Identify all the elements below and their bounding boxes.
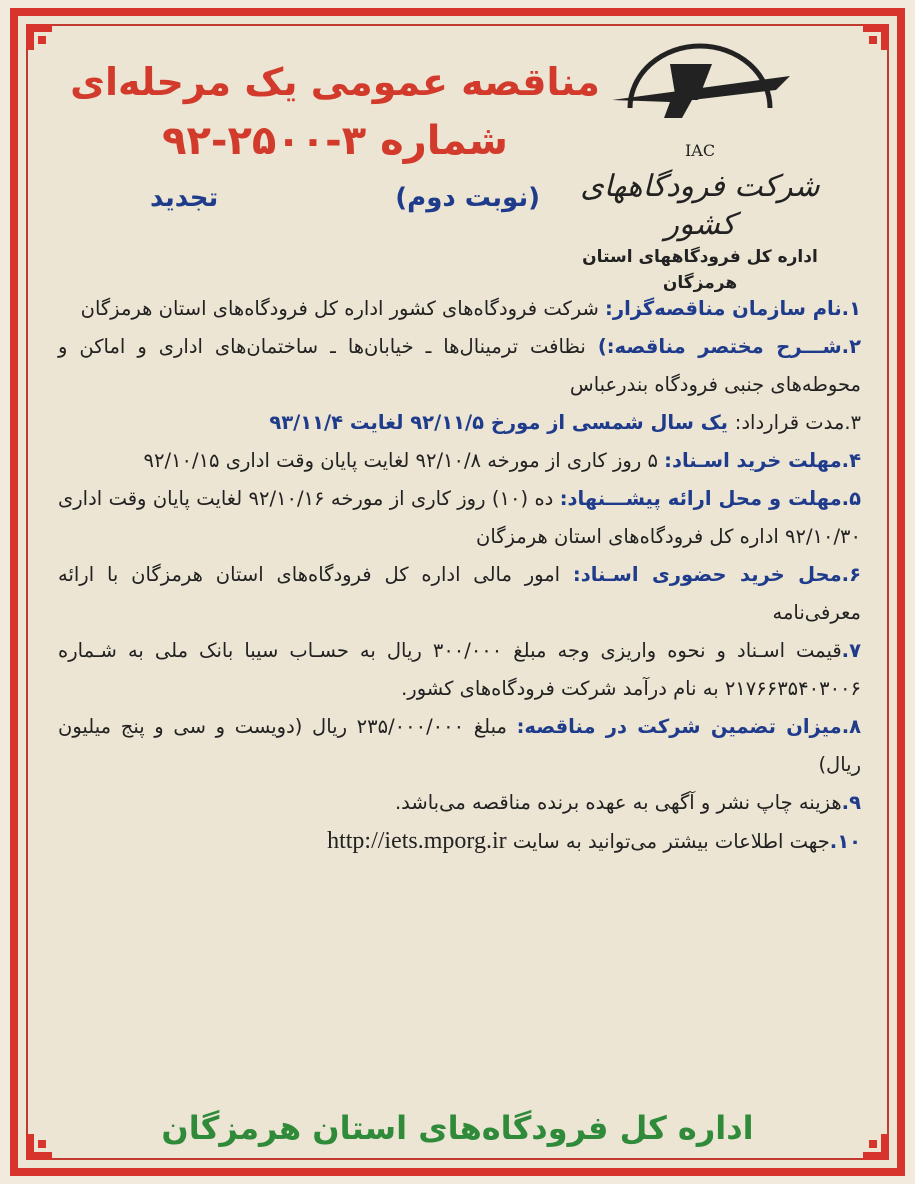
list-item: ۵.مهلت و محل ارائه پیشـــنهاد: ده (۱۰) روز کاری از مورخه ۹۲/۱۰/۱۶ لغایت پایان وقت اداری ۹۲/۱۰/۳۰ اداره کل فرودگاه‌های استان هرمزگان (58, 487, 861, 548)
logo-block (565, 38, 835, 293)
list-item: ۳.مدت قرارداد: یک سال شمسی از مورخ ۹۲/۱۱/۵ لغایت ۹۳/۱۱/۴ (269, 411, 861, 434)
list-item: ۹.هزینه چاپ نشر و آگهی به عهده برنده مناقصه می‌باشد. (394, 791, 861, 814)
website-link[interactable]: http://iets.mporg.ir (327, 828, 507, 854)
list-item: ۲.شـــرح مختصر مناقصه:) نظافت ترمینال‌ها ـ خیابان‌ها ـ ساختمان‌های اداری و اماکن و محوطه‌های جنبی فرودگاه بندرعباس (58, 335, 861, 396)
list-item: ۴.مهلت خرید اسـناد: ۵ روز کاری از مورخه ۹۲/۱۰/۸ لغایت پایان وقت اداری ۹۲/۱۰/۱۵ (143, 449, 861, 472)
title-block (70, 54, 600, 218)
logo-letters: IAC (684, 141, 716, 160)
company-name: شرکت فرودگاههای کشور (580, 169, 820, 242)
tender-items (58, 290, 861, 861)
corner-ornament-icon (853, 20, 893, 60)
tender-notice (10, 8, 905, 1176)
corner-ornament-icon (853, 1124, 893, 1164)
round-label: (نوبت دوم) (395, 183, 540, 213)
office-name: اداره کل فرودگاههای استان هرمزگان (582, 247, 818, 293)
airport-company-logo-icon (600, 38, 800, 168)
corner-ornament-icon (22, 20, 62, 60)
title-subrow (70, 178, 600, 218)
corner-ornament-icon (22, 1124, 62, 1164)
footer-office-name: اداره کل فرودگاه‌های استان هرمزگان (161, 1109, 754, 1147)
tender-number: شماره ۳-۲۵۰۰-۹۲ (162, 118, 508, 164)
list-item: ۸.میزان تضمین شرکت در مناقصه: مبلغ ۲۳۵/۰۰۰/۰۰۰ ریال (دویست و سی و پنج میلیون ریال) (58, 715, 862, 776)
tender-title: مناقصه عمومی یک مرحله‌ای (70, 60, 600, 104)
renewal-label: تجدید (150, 183, 219, 213)
list-item: ۱.نام سازمان مناقصه‌گزار: شرکت فرودگاه‌های کشور اداره کل فرودگاه‌های استان هرمزگان (80, 297, 861, 320)
list-item: ۱۰.جهت اطلاعات بیشتر می‌توانید به سایت http://iets.mporg.ir (327, 828, 861, 854)
list-item: ۶.محل خرید حضوری اسـناد: امور مالی اداره کل فرودگاه‌های استان هرمزگان با ارائه معرفی‌نامه (58, 563, 861, 624)
list-item: ۷.قیمت اسـناد و نحوه واریزی وجه مبلغ ۳۰۰/۰۰۰ ریال به حسـاب سیبا بانک ملی به شـماره ۲۱۷۶۶۳۵۴۰۳۰۰۶ به نام درآمد شرکت فرودگاه‌های کشور. (58, 639, 861, 700)
